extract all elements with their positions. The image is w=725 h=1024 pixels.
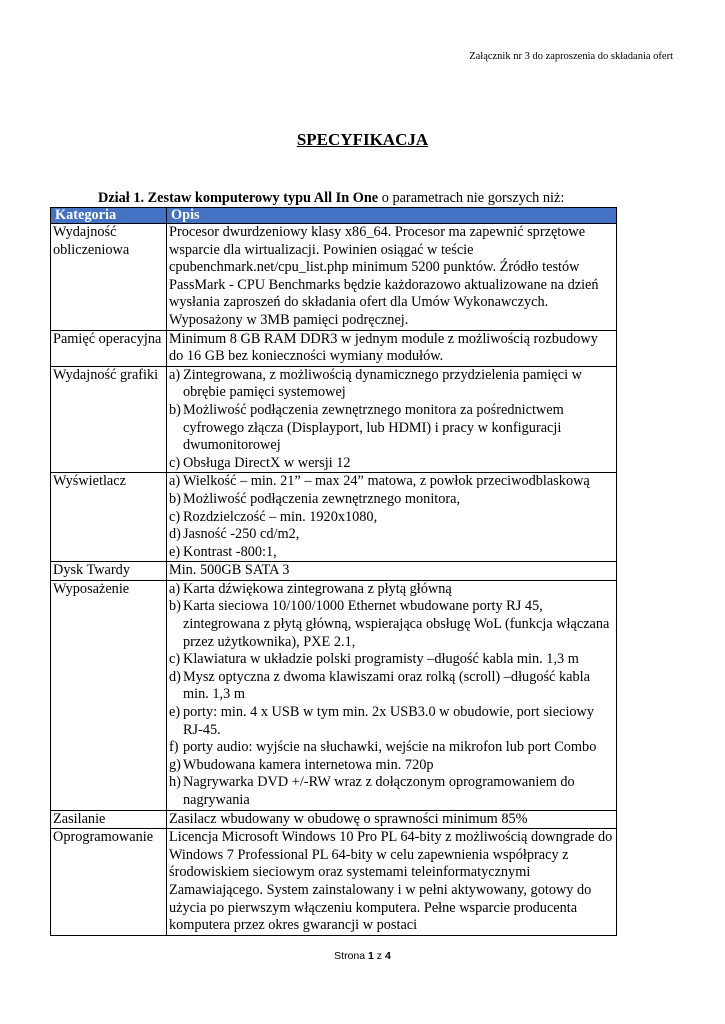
- list-item-marker: a): [169, 580, 181, 597]
- list-item-text: Karta dźwiękowa zintegrowana z płytą główną: [183, 580, 452, 597]
- list-item: [169, 473, 614, 491]
- section-heading-bold: Dział 1. Zestaw komputerowy typu All In One: [98, 190, 379, 206]
- list-item-marker: b): [169, 401, 181, 418]
- list-item: [169, 598, 614, 651]
- list-item-marker: h): [169, 774, 181, 791]
- list-item-marker: a): [169, 366, 181, 383]
- footer-prefix: Strona: [334, 950, 366, 962]
- list-item: [169, 455, 614, 473]
- row-description: [167, 366, 617, 473]
- list-item-text: Karta sieciowa 10/100/1000 Ethernet wbudowane porty RJ 45, zintegrowana z płytą główną, wspierająca obsługę WoL (funkcja włączana przez użytkownika), PXE 2.1,: [183, 598, 610, 650]
- list-item-text: Wielkość – min. 21” – max 24” matowa, z powłok przeciwodblaskową: [183, 473, 590, 490]
- table-row: [51, 330, 617, 366]
- row-category: Zasilanie: [51, 810, 167, 829]
- description-list: [169, 367, 614, 473]
- list-item-marker: c): [169, 454, 181, 471]
- section-heading: [98, 190, 564, 207]
- row-description: [167, 473, 617, 562]
- list-item-text: Nagrywarka DVD +/-RW wraz z dołączonym oprogramowaniem do nagrywania: [183, 774, 575, 808]
- table-row: [51, 366, 617, 473]
- row-category: Wydajność obliczeniowa: [51, 224, 167, 331]
- table-row: [51, 473, 617, 562]
- list-item-marker: e): [169, 704, 181, 721]
- list-item-marker: f): [169, 739, 179, 756]
- list-item: [169, 651, 614, 669]
- table-row: [51, 580, 617, 810]
- list-item: [169, 669, 614, 704]
- row-category: Oprogramowanie: [51, 829, 167, 936]
- list-item: [169, 739, 614, 757]
- list-item: [169, 367, 614, 402]
- page-footer: [0, 950, 725, 962]
- table-row: [51, 829, 617, 936]
- list-item-marker: g): [169, 756, 181, 773]
- page-title: SPECYFIKACJA: [296, 130, 429, 149]
- list-item-text: porty: min. 4 x USB w tym min. 2x USB3.0 w obudowie, port sieciowy RJ-45.: [183, 704, 595, 738]
- row-description: Procesor dwurdzeniowy klasy x86_64. Procesor ma zapewnić sprzętowe wsparcie dla wirtualizacji. Powinien osiągać w teście cpubenchmark.net/cpu_list.php minimum 5200 punktów. Źródło testów PassMark - CPU Benchmarks będzie każdorazowo aktualizowane na dzień wysłania zaproszeń do składania ofert dla Umów Wykonawczych. Wyposażony w 3MB pamięci podręcznej.: [167, 224, 617, 331]
- attachment-note: Załącznik nr 3 do zaproszenia do składania ofert: [469, 51, 673, 62]
- list-item-marker: d): [169, 526, 181, 543]
- list-item: [169, 544, 614, 562]
- list-item-marker: b): [169, 598, 181, 615]
- list-item: [169, 581, 614, 599]
- table-row: [51, 810, 617, 829]
- list-item-text: Zintegrowana, z możliwością dynamicznego przydzielenia pamięci w obrębie pamięci systemowej: [183, 366, 582, 401]
- footer-of: z: [376, 950, 383, 962]
- list-item-text: Obsługa DirectX w wersji 12: [183, 454, 351, 471]
- description-list: [169, 581, 614, 810]
- list-item-text: Jasność -250 cd/m2,: [183, 526, 300, 543]
- list-item-marker: c): [169, 651, 181, 668]
- row-description: Min. 500GB SATA 3: [167, 562, 617, 581]
- list-item-text: Możliwość podłączenia zewnętrznego monitora,: [183, 490, 461, 507]
- row-description: Zasilacz wbudowany w obudowę o sprawności minimum 85%: [167, 810, 617, 829]
- list-item: [169, 774, 614, 809]
- description-list: [169, 473, 614, 561]
- list-item-text: Klawiatura w układzie polski programisty –długość kabla min. 1,3 m: [183, 651, 579, 668]
- section-heading-rest: o parametrach nie gorszych niż:: [378, 190, 565, 206]
- list-item-text: Wbudowana kamera internetowa min. 720p: [183, 756, 434, 773]
- footer-page-number: 1: [368, 950, 374, 962]
- table-row: [51, 562, 617, 581]
- list-item-text: porty audio: wyjście na słuchawki, wejście na mikrofon lub port Combo: [183, 739, 597, 756]
- row-description: Minimum 8 GB RAM DDR3 w jednym module z możliwością rozbudowy do 16 GB bez konieczności wymiany modułów.: [167, 330, 617, 366]
- row-category: Wydajność grafiki: [51, 366, 167, 473]
- list-item-marker: b): [169, 490, 181, 507]
- header-category: Kategoria: [51, 208, 167, 224]
- list-item-marker: a): [169, 473, 181, 490]
- row-category: Wyposażenie: [51, 580, 167, 810]
- list-item: [169, 402, 614, 455]
- list-item-marker: d): [169, 668, 181, 685]
- list-item-marker: e): [169, 543, 181, 560]
- list-item-text: Kontrast -800:1,: [183, 543, 277, 560]
- row-description: Licencja Microsoft Windows 10 Pro PL 64-bity z możliwością downgrade do Windows 7 Professional PL 64-bity w celu zapewnienia współpracy z środowiskiem sieciowym oraz systemami teleinformatycznymi Zamawiającego. System zainstalowany i w pełni aktywowany, gotowy do użycia po pierwszym włączeniu komputera. Pełne wsparcie producenta komputera przez okres gwarancji w postaci: [167, 829, 617, 936]
- list-item-text: Możliwość podłączenia zewnętrznego monitora za pośrednictwem cyfrowego złącza (Displayport, lub HDMI) i pracy w konfiguracji dwumonitorowej: [183, 401, 564, 454]
- list-item: [169, 509, 614, 527]
- row-category: Pamięć operacyjna: [51, 330, 167, 366]
- list-item-text: Rozdzielczość – min. 1920x1080,: [183, 508, 378, 525]
- list-item: [169, 491, 614, 509]
- list-item: [169, 526, 614, 544]
- header-description: Opis: [167, 208, 617, 224]
- list-item: [169, 757, 614, 775]
- specification-table: [50, 207, 617, 936]
- table-row: [51, 224, 617, 331]
- list-item-marker: c): [169, 508, 181, 525]
- list-item-text: Mysz optyczna z dwoma klawiszami oraz rolką (scroll) –długość kabla min. 1,3 m: [183, 668, 590, 703]
- table-header-row: [51, 208, 617, 224]
- row-category: Dysk Twardy: [51, 562, 167, 581]
- row-description: [167, 580, 617, 810]
- footer-page-total: 4: [384, 950, 391, 962]
- list-item: [169, 704, 614, 739]
- row-category: Wyświetlacz: [51, 473, 167, 562]
